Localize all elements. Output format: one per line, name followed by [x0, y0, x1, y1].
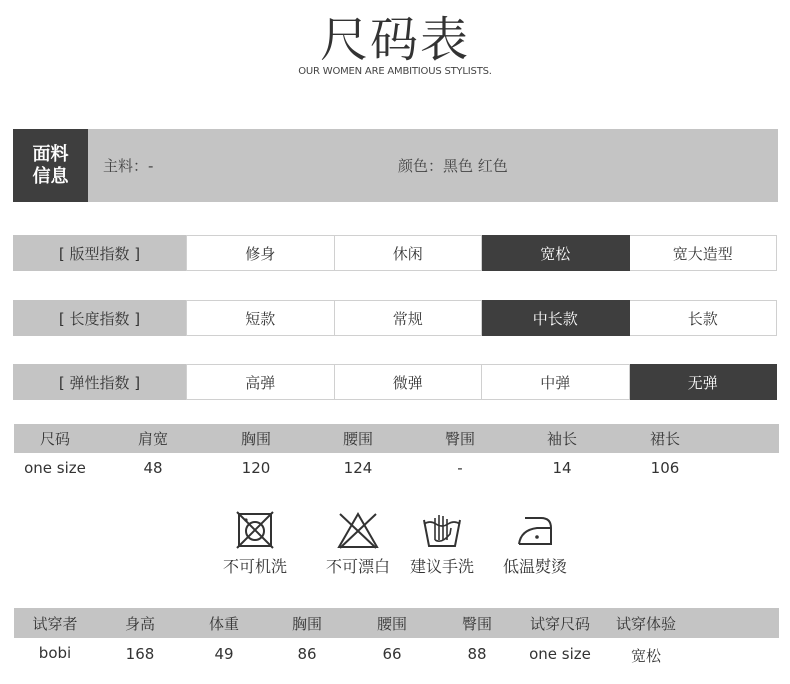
size-cell: 48	[143, 459, 163, 477]
size-cell: 106	[650, 459, 680, 477]
elasticity-option-selected: 无弹	[630, 364, 778, 400]
size-header-cell: 袖长	[546, 430, 578, 448]
size-header-cell: 臀围	[444, 430, 476, 448]
model-cell: 49	[214, 645, 234, 663]
size-header-cell: 肩宽	[137, 430, 169, 448]
model-cell: one size	[529, 645, 591, 663]
model-header-cell: 身高	[124, 615, 156, 633]
fit-option: 宽大造型	[630, 235, 778, 271]
length-option-selected: 中长款	[482, 300, 630, 336]
model-header-cell: 试穿者	[32, 615, 78, 633]
elasticity-index-row	[13, 364, 777, 400]
model-cell: 86	[297, 645, 317, 663]
fabric-info-label	[13, 129, 88, 202]
elasticity-option: 微弹	[335, 364, 483, 400]
care-item	[495, 510, 575, 577]
length-option: 常规	[335, 300, 483, 336]
size-cell: -	[457, 459, 463, 477]
model-header-cell: 试穿体验	[615, 615, 677, 633]
fit-option: 休闲	[335, 235, 483, 271]
model-cell: 88	[467, 645, 487, 663]
length-option: 短款	[186, 300, 335, 336]
fabric-label-line1: 面料	[32, 143, 69, 165]
size-header-cell: 胸围	[240, 430, 272, 448]
care-item	[318, 510, 398, 577]
size-cell: 124	[343, 459, 373, 477]
elasticity-option: 高弹	[186, 364, 335, 400]
model-cell: 168	[125, 645, 155, 663]
model-cell: 66	[382, 645, 402, 663]
size-cell: 14	[552, 459, 572, 477]
low-temp-iron-icon	[513, 510, 557, 550]
care-label: 不可漂白	[325, 557, 390, 576]
page-title: 尺码表	[319, 12, 470, 68]
model-cell: bobi	[38, 644, 72, 662]
care-item	[402, 510, 482, 577]
size-header-cell: 裙长	[649, 430, 681, 448]
care-label: 不可机洗	[222, 557, 287, 576]
model-cell: 宽松	[630, 647, 662, 665]
length-index-row	[13, 300, 777, 336]
elasticity-index-label: [ 弹性指数 ]	[13, 364, 186, 400]
model-header-cell: 臀围	[461, 615, 493, 633]
elasticity-option: 中弹	[482, 364, 630, 400]
size-header-cell: 腰围	[342, 430, 374, 448]
hand-wash-icon	[420, 510, 464, 550]
no-bleach-icon	[336, 510, 380, 550]
fit-option: 修身	[186, 235, 335, 271]
fit-option-selected: 宽松	[482, 235, 630, 271]
fabric-label-line2: 信息	[32, 165, 69, 187]
model-header-cell: 胸围	[291, 615, 323, 633]
care-label: 低温熨烫	[502, 557, 567, 576]
model-header-cell: 试穿尺码	[529, 615, 591, 633]
size-header-cell: 尺码	[39, 430, 71, 448]
fit-index-row	[13, 235, 777, 271]
model-header-cell: 腰围	[376, 615, 408, 633]
size-cell: 120	[241, 459, 271, 477]
fabric-colors: 颜色：黑色 红色	[398, 157, 508, 175]
page-subtitle: OUR WOMEN ARE AMBITIOUS STYLISTS.	[298, 66, 492, 77]
fit-index-label: [ 版型指数 ]	[13, 235, 186, 271]
length-index-label: [ 长度指数 ]	[13, 300, 186, 336]
main-material: 主料：-	[103, 157, 154, 175]
length-option: 长款	[630, 300, 778, 336]
size-cell: one size	[24, 459, 86, 477]
no-machine-wash-icon	[235, 510, 275, 550]
care-item	[215, 510, 295, 577]
model-header-cell: 体重	[208, 615, 240, 633]
care-label: 建议手洗	[409, 557, 474, 576]
